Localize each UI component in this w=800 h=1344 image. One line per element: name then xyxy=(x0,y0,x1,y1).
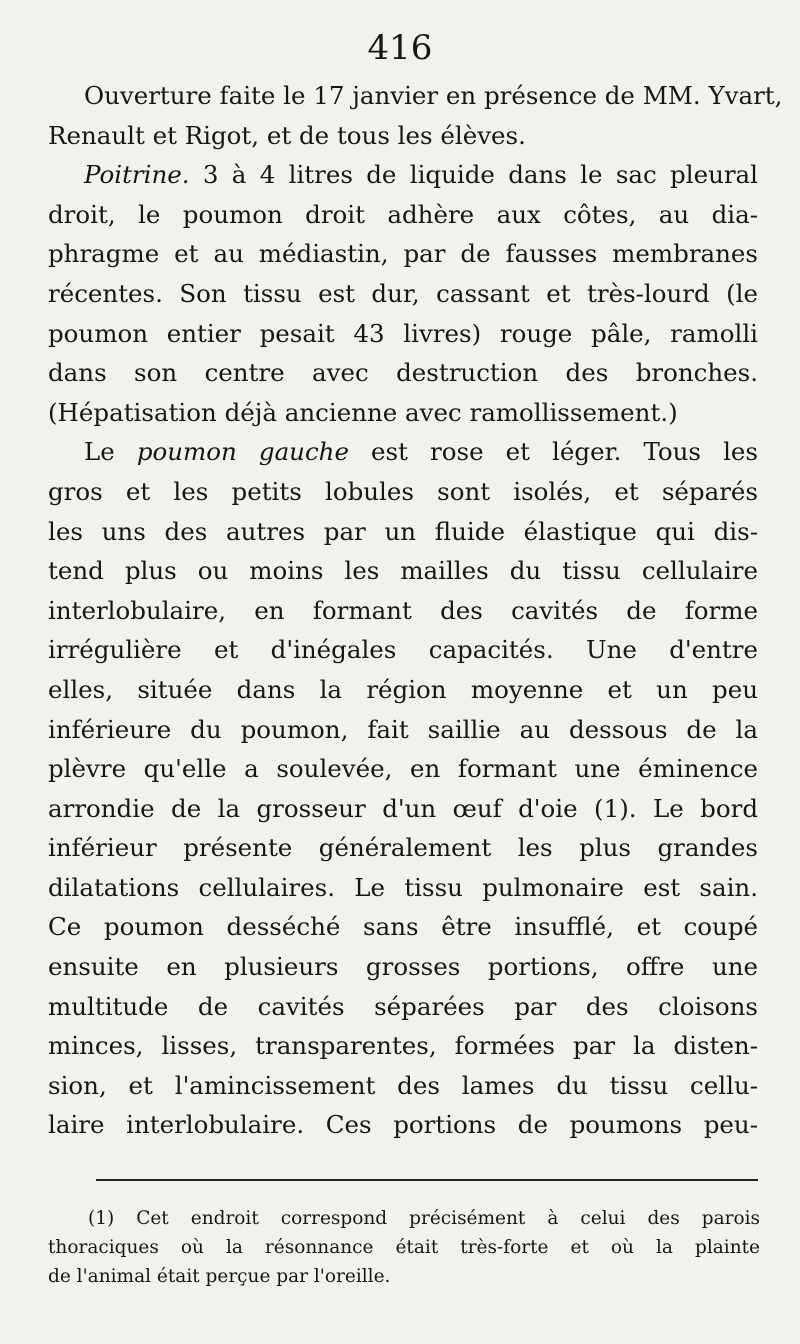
text-segment: Le xyxy=(84,437,137,467)
text-line: phragme et au médiastin, par de fausses membranes xyxy=(48,239,758,269)
text-line: irrégulière et d'inégales capacités. Une d'entre xyxy=(48,635,758,665)
footnote-rule xyxy=(96,1179,758,1181)
text-line: elles, située dans la région moyenne et un peu xyxy=(48,674,758,704)
page-number: 416 xyxy=(367,28,433,68)
section-heading-poitrine: Poitrine. xyxy=(84,160,190,190)
text-line: plèvre qu'elle a soulevée, en formant une éminence xyxy=(48,754,758,784)
footnote xyxy=(48,1204,760,1291)
text-line: inférieur présente généralement les plus grandes xyxy=(48,833,758,863)
footnote-line: (1) Cet endroit correspond précisément à celui des parois xyxy=(88,1208,760,1229)
text-segment: est rose et léger. Tous les xyxy=(348,437,758,467)
text-line: Ce poumon desséché sans être insufflé, et coupé xyxy=(48,912,758,942)
text-line: gros et les petits lobules sont isolés, et séparés xyxy=(48,476,758,506)
text-line-rest: 3 à 4 litres de liquide dans le sac pleural xyxy=(189,160,758,190)
text-line: multitude de cavités séparées par des cloisons xyxy=(48,991,758,1021)
text-line: (Hépatisation déjà ancienne avec ramollissement.) xyxy=(48,397,678,427)
text-line: ensuite en plusieurs grosses portions, offre une xyxy=(48,952,758,982)
text-line: sion, et l'amincissement des lames du tissu cellu- xyxy=(48,1070,758,1100)
text-line xyxy=(48,432,758,472)
text-line: Ouverture faite le 17 janvier en présence de MM. Yvart, xyxy=(84,81,783,110)
text-line: dans son centre avec destruction des bronches. xyxy=(48,358,758,388)
text-line: inférieure du poumon, fait saillie au dessous de la xyxy=(48,714,758,744)
text-line: droit, le poumon droit adhère aux côtes, au dia- xyxy=(48,199,758,229)
text-line: dilatations cellulaires. Le tissu pulmonaire est sain. xyxy=(48,872,758,902)
italic-term-poumon-gauche: poumon gauche xyxy=(136,437,349,467)
text-line: interlobulaire, en formant des cavités de forme xyxy=(48,595,758,625)
text-line: poumon entier pesait 43 livres) rouge pâle, ramolli xyxy=(48,318,758,348)
text-line: tend plus ou moins les mailles du tissu cellulaire xyxy=(48,556,758,586)
text-line: arrondie de la grosseur d'un œuf d'oie (1). Le bord xyxy=(48,793,758,823)
text-line xyxy=(48,155,758,195)
text-line: Renault et Rigot, et de tous les élèves. xyxy=(48,120,526,150)
footnote-line: thoraciques où la résonnance était très-forte et où la plainte xyxy=(48,1237,760,1258)
footnote-line: de l'animal était perçue par l'oreille. xyxy=(48,1266,391,1287)
text-line: minces, lisses, transparentes, formées par la disten- xyxy=(48,1031,758,1061)
body-text xyxy=(48,76,783,1145)
text-line: laire interlobulaire. Ces portions de poumons peu- xyxy=(48,1110,758,1140)
text-line: récentes. Son tissu est dur, cassant et très-lourd (le xyxy=(48,278,758,308)
text-line: les uns des autres par un fluide élastique qui dis- xyxy=(48,516,758,546)
